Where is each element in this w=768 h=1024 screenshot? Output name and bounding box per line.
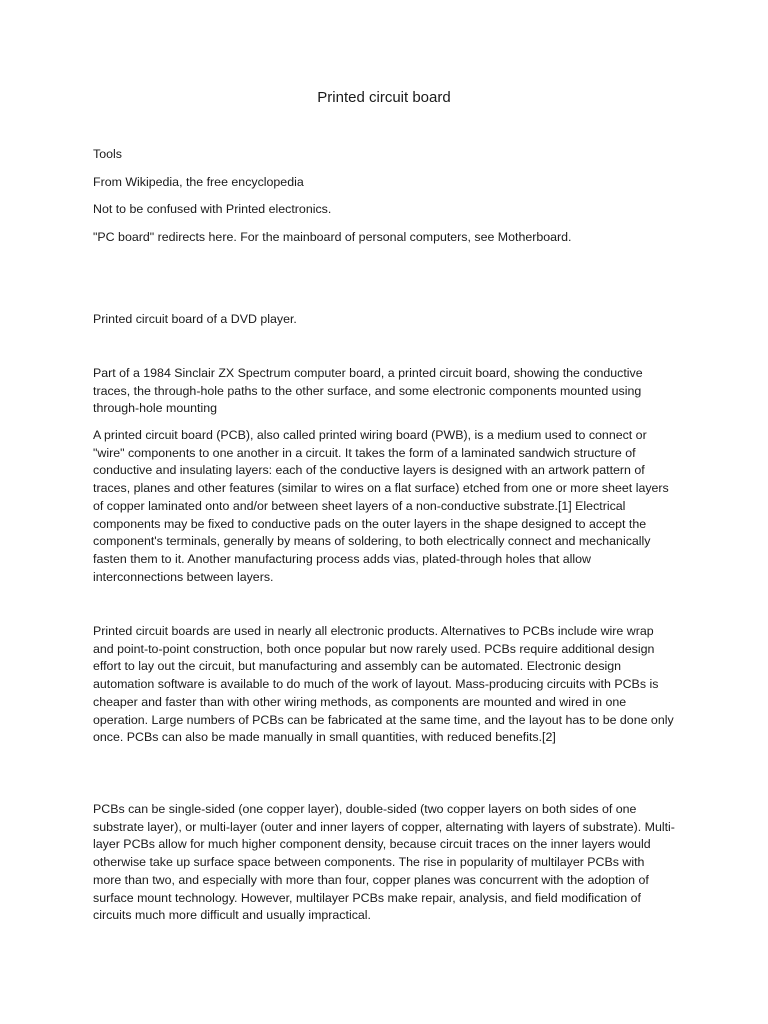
body-paragraph-2: Printed circuit boards are used in nearly all electronic products. Alternatives to PCBs include wire wrap and point-to-point construction, both once popular but now rarely used. PCBs require additional design effort to lay out the circuit, but manufacturing and assembly can be automated. Electronic design automation software is available to do much of the work of layout. Mass-producing circuits with PCBs is cheaper and faster than with other wiring methods, as components are mounted and wired in one operation. Large numbers of PCBs can be fabricated at the same time, and the layout has to be done only once. PCBs can also be made manually in small quantities, with reduced benefits.[2]: [93, 624, 674, 745]
source-line: From Wikipedia, the free encyclopedia: [93, 175, 304, 189]
body-paragraph-3: PCBs can be single-sided (one copper layer), double-sided (two copper layers on both sides of one substrate layer), or multi-layer (outer and inner layers of copper, alternating with layers of substrate). Multi-layer PCBs allow for much higher component density, because circuit traces on the inner layers would otherwise take up surface space between components. The rise in popularity of multilayer PCBs with more than two, and especially with more than four, copper planes was concurrent with the adoption of surface mount technology. However, multilayer PCBs make repair, analysis, and field modification of circuits much more difficult and usually impractical.: [93, 802, 675, 923]
image-caption-dvd: Printed circuit board of a DVD player.: [93, 312, 297, 326]
hatnote-redirect: "PC board" redirects here. For the mainboard of personal computers, see Motherboard.: [93, 230, 572, 244]
tools-label: Tools: [93, 147, 122, 161]
page-title: Printed circuit board: [317, 89, 451, 106]
image-caption-sinclair: Part of a 1984 Sinclair ZX Spectrum computer board, a printed circuit board, showing the conductive traces, the through-hole paths to the other surface, and some electronic components mounted using through-hole mounting: [93, 366, 643, 416]
body-paragraph-1: A printed circuit board (PCB), also called printed wiring board (PWB), is a medium used to connect or "wire" components to one another in a circuit. It takes the form of a laminated sandwich structure of conductive and insulating layers: each of the conductive layers is designed with an artwork pattern of traces, planes and other features (similar to wires on a flat surface) etched from one or more sheet layers of copper laminated onto and/or between sheet layers of a non-conductive substrate.[1] Electrical components may be fixed to conductive pads on the outer layers in the shape designed to accept the component's terminals, generally by means of soldering, to both electrically connect and mechanically fasten them to it. Another manufacturing process adds vias, plated-through holes that allow interconnections between layers.: [93, 428, 669, 584]
hatnote-confused: Not to be confused with Printed electronics.: [93, 202, 332, 216]
